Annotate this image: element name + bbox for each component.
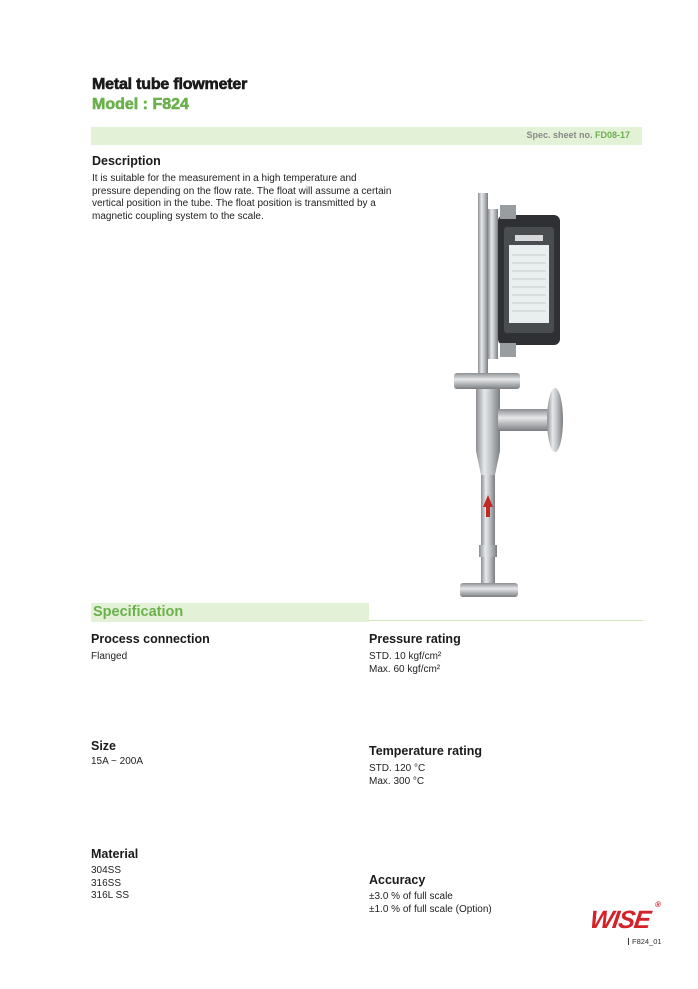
- document-id: [628, 937, 662, 946]
- brand-name: WISE: [588, 906, 652, 934]
- temperature-rating-heading: Temperature rating: [369, 744, 482, 758]
- pressure-rating-value: STD. 10 kgf/cm²: [369, 651, 442, 662]
- material-heading: Material: [91, 847, 139, 861]
- material-value: 316SS: [91, 877, 122, 889]
- temperature-rating-value: STD. 120 °C: [369, 763, 426, 774]
- pressure-rating-heading: Pressure rating: [369, 632, 461, 646]
- description-text: It is suitable for the measurement in a high temperature and pressure depending on the flow rate. The float will assume a certain vertical position in the tube. The float position is transmitted by a magnetic coupling system to the scale.: [92, 173, 392, 222]
- spec-sheet-label: Spec. sheet no.: [526, 130, 593, 140]
- spec-sheet-code: FD08-17: [594, 130, 630, 140]
- process-connection-values: [91, 651, 127, 664]
- accuracy-value: ±3.0 % of full scale: [369, 891, 453, 902]
- spec-sheet-bar: [91, 127, 642, 145]
- temperature-rating-values: [369, 763, 425, 788]
- size-values: [91, 756, 143, 769]
- process-connection-value: Flanged: [91, 651, 128, 662]
- accuracy-heading: Accuracy: [369, 873, 426, 887]
- material-values: [91, 865, 129, 903]
- doc-id-bar: [628, 938, 629, 945]
- doc-id-text: F824_01: [632, 937, 662, 946]
- model-number: Model : F824: [92, 96, 189, 113]
- wise-logo: [588, 899, 661, 935]
- accuracy-value: ±1.0 % of full scale (Option): [369, 903, 492, 915]
- material-value: 304SS: [91, 865, 122, 876]
- material-value: 316L SS: [91, 890, 129, 902]
- pressure-rating-value: Max. 60 kgf/cm²: [369, 663, 441, 675]
- registered-mark: ®: [654, 899, 661, 909]
- size-value: 15A ~ 200A: [91, 756, 143, 767]
- size-heading: Size: [91, 739, 117, 753]
- flowmeter-product-image: [440, 185, 570, 610]
- specification-band: [91, 603, 369, 622]
- accuracy-values: [369, 891, 492, 916]
- temperature-rating-value: Max. 300 °C: [369, 775, 425, 787]
- description-heading: Description: [92, 154, 161, 168]
- process-connection-heading: Process connection: [91, 632, 210, 646]
- specification-heading: Specification: [93, 604, 184, 620]
- spec-sheet-number: [526, 130, 630, 140]
- document-title: Metal tube flowmeter: [92, 76, 248, 93]
- pressure-rating-values: [369, 651, 441, 676]
- specification-divider: [369, 620, 643, 621]
